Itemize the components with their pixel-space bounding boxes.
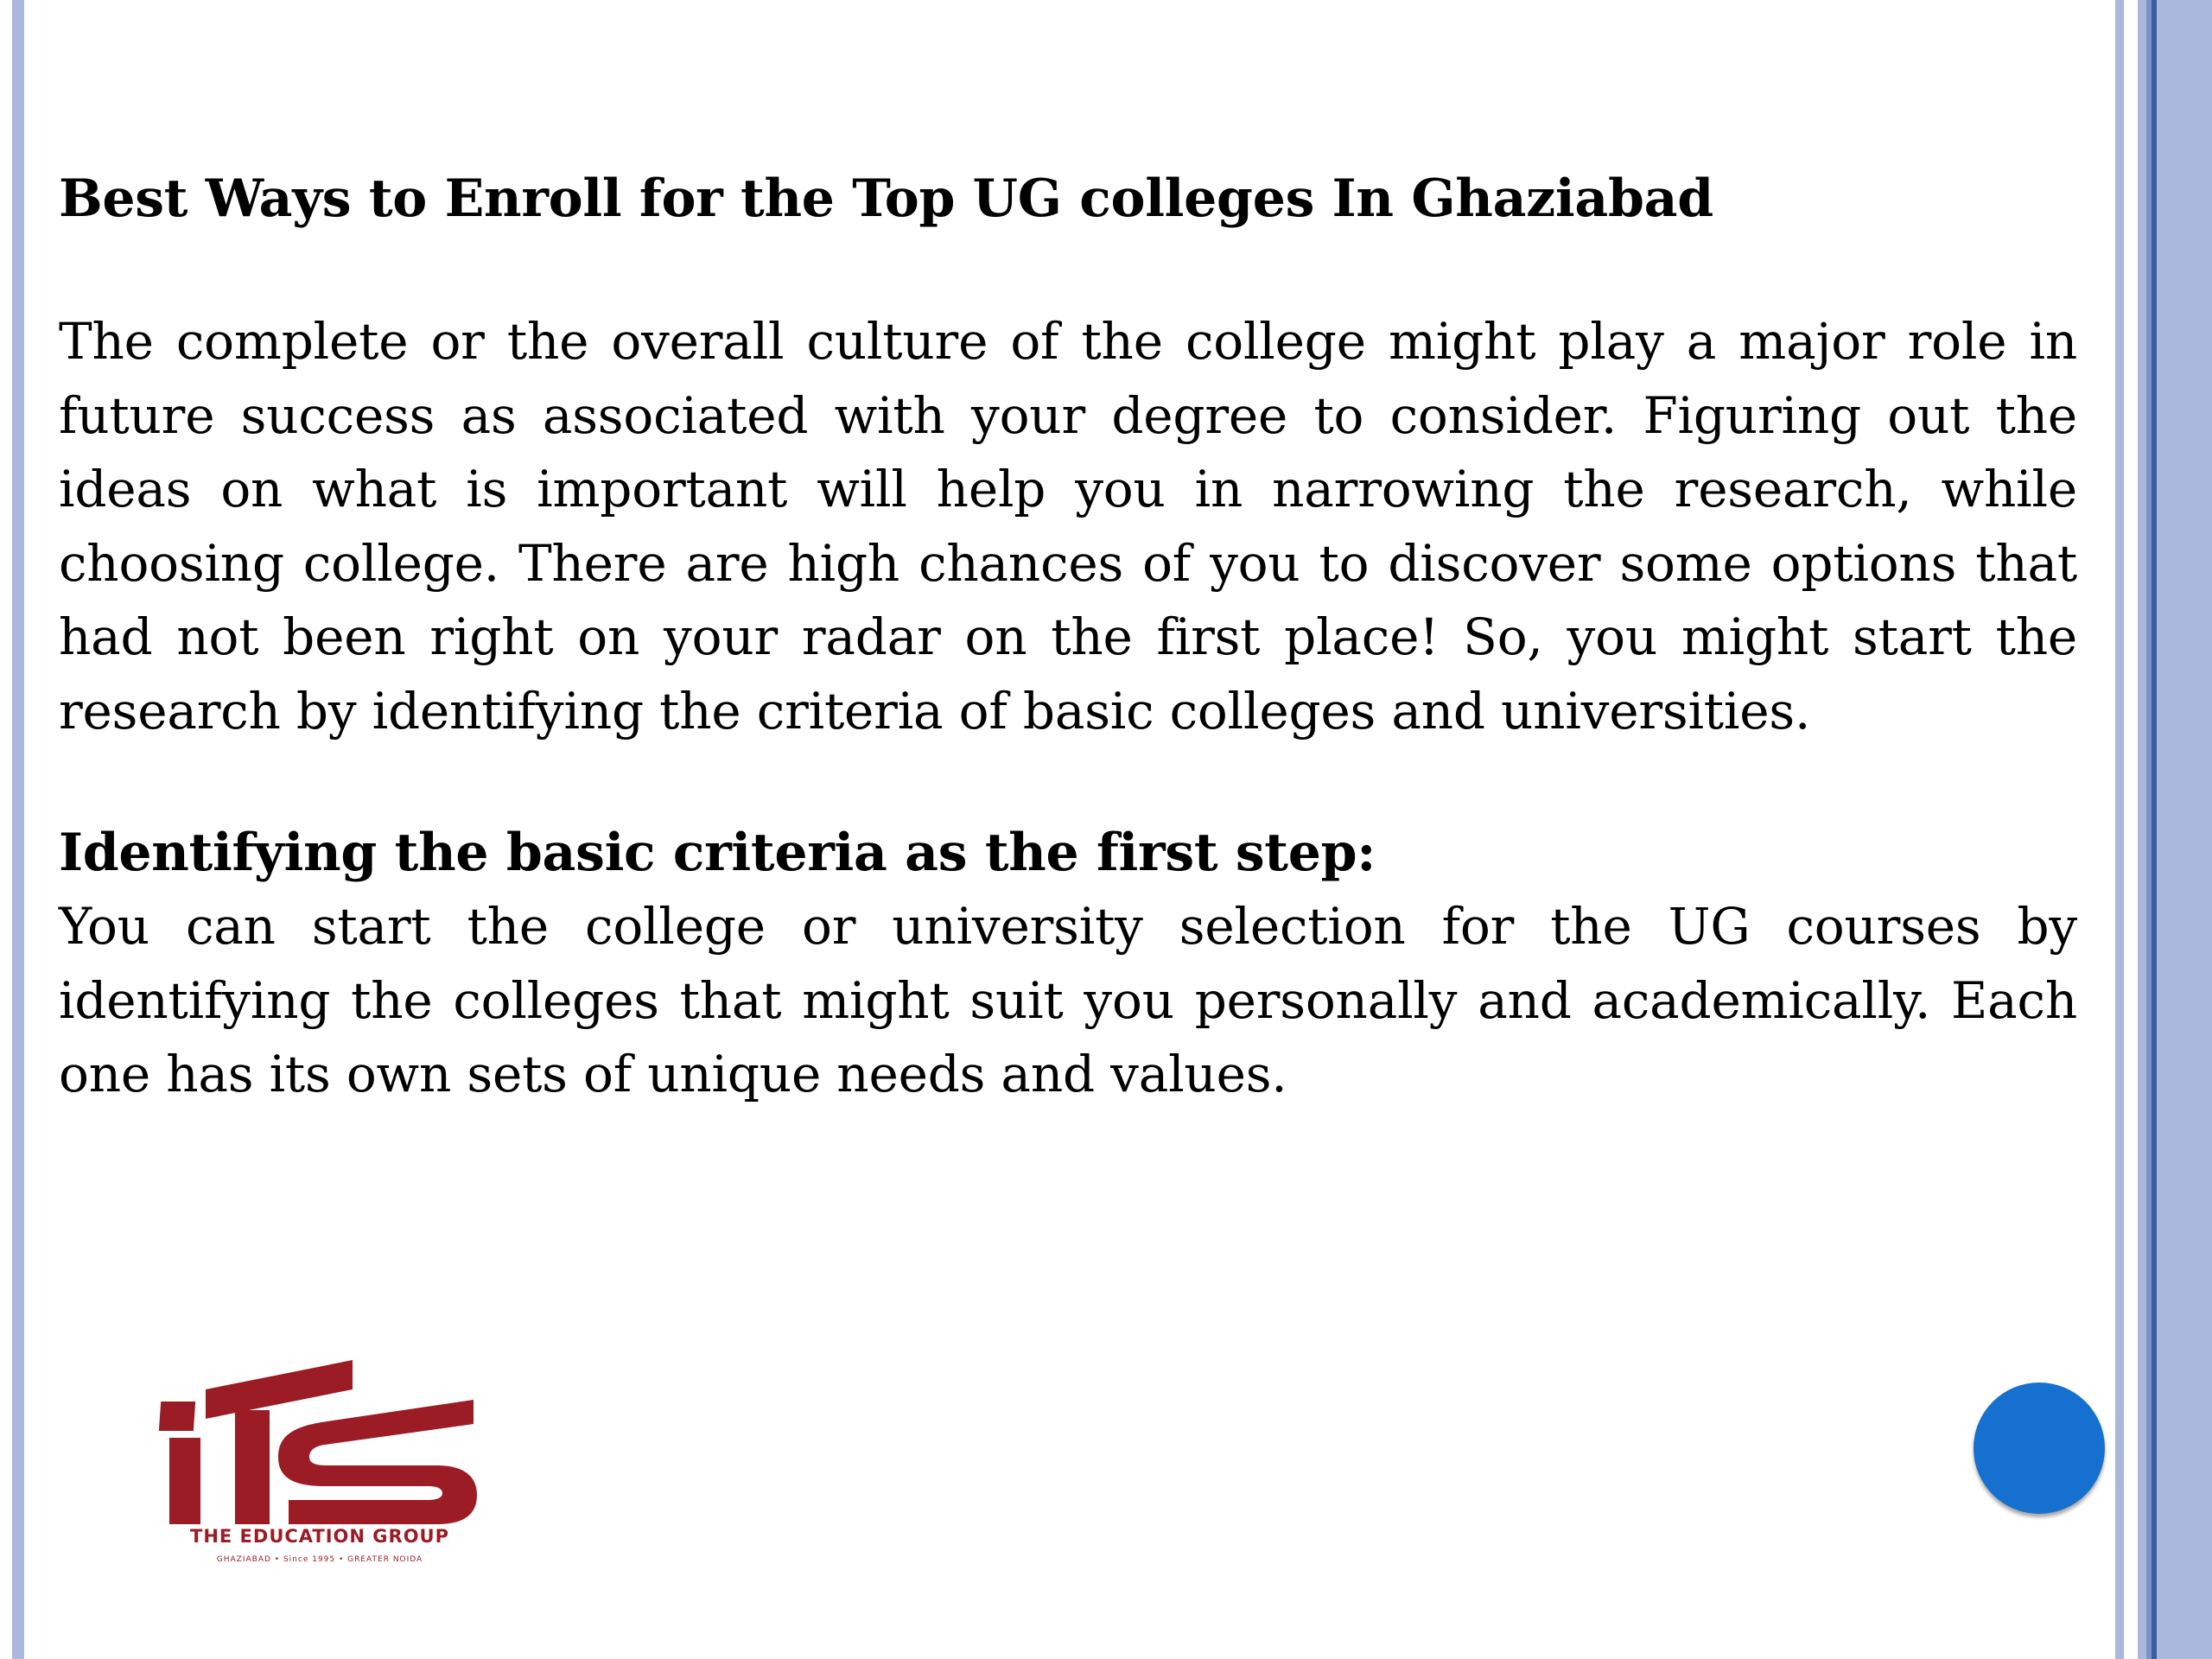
stripe	[2115, 0, 2124, 1659]
left-border	[12, 0, 24, 1659]
spacer	[59, 748, 2077, 816]
logo-subline: GHAZIABAD • Since 1995 • GREATER NOIDA	[216, 1555, 423, 1564]
blue-circle-button[interactable]	[1974, 1382, 2105, 1514]
slide-content	[59, 159, 2077, 1112]
stripe	[2157, 0, 2212, 1659]
paragraph-criteria: You can start the college or university selection for the UG courses by identifying the colleges that might suit you personally and academically. Each one has its own sets of unique needs and values.	[59, 897, 2077, 1103]
spacer	[59, 238, 2077, 305]
stripe	[2124, 0, 2131, 1659]
its-logo	[152, 1355, 480, 1571]
its-logo-mark	[152, 1355, 480, 1528]
paragraph-culture: The complete or the overall culture of the college might play a major role in future success as associated with your degree to consider. Figuring out the ideas on what is important will help you in narrowing the research, while choosing college. There are high chances of you to discover some options that had not been right on your radar on the first place! So, you might start the research by identifying the criteria of basic colleges and universities.	[59, 312, 2077, 741]
slide-title: Best Ways to Enroll for the Top UG colleges In Ghaziabad	[59, 168, 1713, 229]
section-heading: Identifying the basic criteria as the first step:	[59, 823, 1376, 883]
logo-tagline: THE EDUCATION GROUP	[190, 1526, 449, 1547]
right-border-stripes	[2115, 0, 2212, 1659]
stripe	[2138, 0, 2146, 1659]
